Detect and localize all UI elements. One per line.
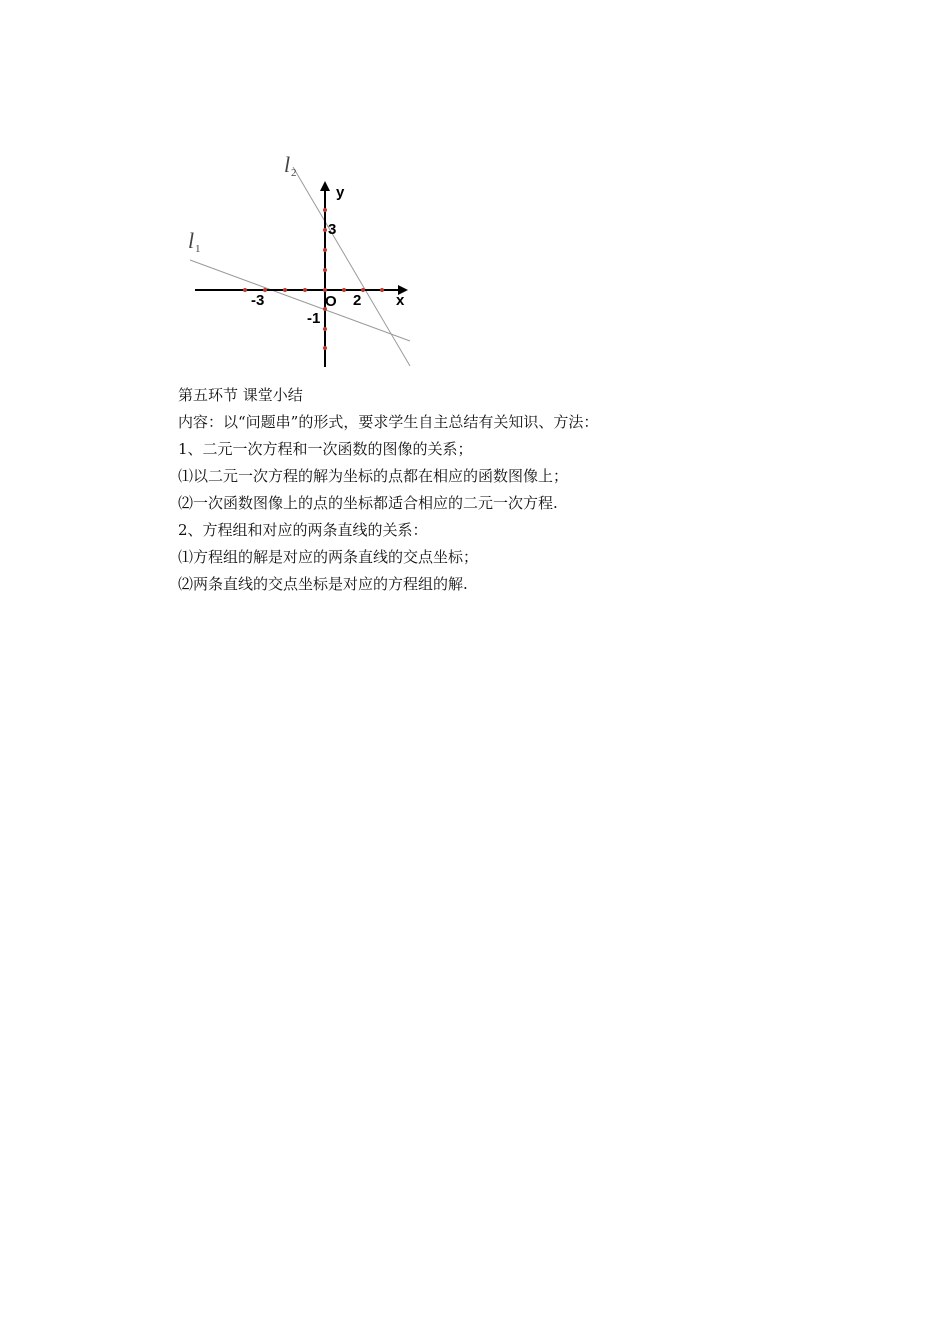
line-l2-subscript: 2 [291, 167, 297, 179]
coordinate-graph [170, 145, 430, 380]
x-axis-label: x [396, 292, 405, 309]
tick-label-x-neg3: -3 [251, 292, 265, 309]
tick-label-y-3: 3 [328, 221, 337, 238]
coordinate-graph-figure [170, 145, 430, 380]
point-2-b: ⑵两条直线的交点坐标是对应的方程组的解. [178, 575, 468, 593]
section-intro: 内容：以“问题串”的形式，要求学生自主总结有关知识、方法： [178, 413, 599, 431]
lesson-summary [178, 382, 738, 598]
point-1: 1、二元一次方程和一次函数的图像的关系； [178, 440, 473, 458]
y-axis-label: y [336, 184, 345, 201]
tick-label-x-2: 2 [353, 292, 362, 309]
line-l1-subscript: 1 [195, 243, 201, 255]
line-l2 [293, 167, 410, 366]
line-l1-label: l [188, 228, 195, 253]
point-1-a: ⑴以二元一次方程的解为坐标的点都在相应的函数图像上； [178, 467, 569, 485]
point-2: 2、方程组和对应的两条直线的关系： [178, 521, 428, 539]
point-1-b: ⑵一次函数图像上的点的坐标都适合相应的二元一次方程. [178, 494, 558, 512]
tick-label-y-neg1: -1 [307, 310, 321, 327]
section-heading: 第五环节 课堂小结 [178, 386, 303, 404]
line-l2-label: l [284, 152, 291, 177]
point-2-a: ⑴方程组的解是对应的两条直线的交点坐标； [178, 548, 479, 566]
origin-label: O [325, 293, 337, 310]
line-l1 [190, 260, 410, 341]
y-axis-arrow-icon [320, 181, 330, 191]
